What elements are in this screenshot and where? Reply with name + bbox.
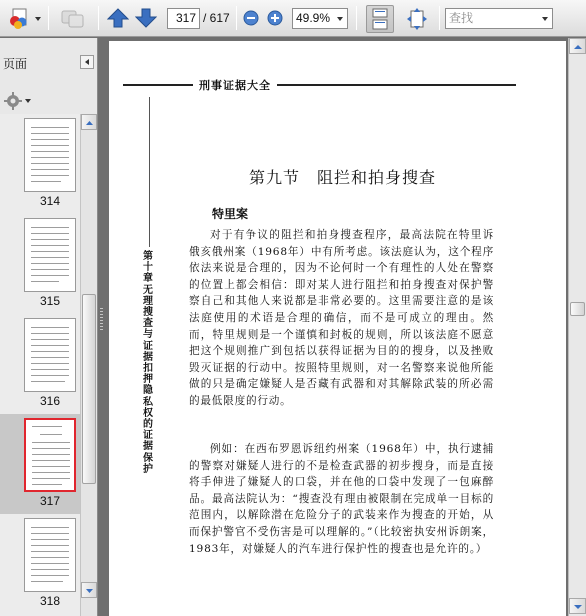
chapter-side-title: 第十章 无理搜查与证据扣押隐私权的证据保护 xyxy=(143,251,163,475)
pages-panel-title: 页面 xyxy=(3,57,28,71)
page-thumbnail-314[interactable] xyxy=(0,114,80,214)
arrow-down-icon xyxy=(135,7,157,29)
thumbnail-image xyxy=(24,218,76,292)
zoom-select[interactable] xyxy=(292,8,348,29)
chevron-down-icon xyxy=(82,584,97,598)
chevron-up-icon xyxy=(570,40,586,54)
search-dropdown-icon[interactable] xyxy=(542,17,548,21)
create-pdf-dropdown-icon[interactable] xyxy=(35,17,41,21)
thumbnail-label: 316 xyxy=(39,394,61,408)
running-head-title: 刑事证据大全 xyxy=(193,77,277,93)
previous-page-button[interactable] xyxy=(106,6,130,30)
arrow-up-icon xyxy=(107,7,129,29)
thumbnail-image xyxy=(24,418,76,492)
collapse-panel-button[interactable] xyxy=(80,55,94,69)
page-total-label: / 617 xyxy=(203,11,230,25)
running-head xyxy=(123,77,516,91)
create-pdf-button[interactable] xyxy=(6,6,32,30)
toolbar xyxy=(0,0,586,37)
body-paragraph: 对于有争议的阻拦和拍身搜查程序，最高法院在特里诉俄亥俄州案（1968年）中有所考虑。该法庭认为，这个程序依法来说是合理的，因为不论何时一个有理性的人处在警察的位置上都会相信：即对某人进行阻拦和拍身搜查对保护警察自己和其他人来说都是非常必要的。这里需要注意的是该法庭使用的术语是合理的确信，而不是可成立的理由。然而，特里规则是一个谨慎和封板的规则，所以该法庭不愿意把这个规则推广到包括以获得证据为目的的搜身，以及挫败毁灭证据的行动中。按照特里规则，对一名警察来说他所能做的只是确定嫌疑人是否藏有武器和对其解除武装的所必需的最低限度的行动。 xyxy=(189,229,494,407)
pages-panel-header xyxy=(0,52,98,74)
panel-splitter[interactable] xyxy=(98,38,106,616)
document-scrollbar[interactable] xyxy=(568,38,586,616)
pages-panel xyxy=(0,38,98,616)
thumbnail-scrollbar[interactable] xyxy=(80,114,97,616)
scroll-up-button[interactable] xyxy=(569,38,586,54)
page-thumbnail-315[interactable] xyxy=(0,214,80,314)
thumbnail-list xyxy=(0,114,80,616)
case-title: 特里案 xyxy=(212,207,249,221)
thumbnail-image xyxy=(24,318,76,392)
collaborate-icon xyxy=(59,7,87,29)
zoom-out-button[interactable] xyxy=(242,9,260,27)
scrolling-page-icon xyxy=(370,8,390,30)
page-thumbnail-318[interactable] xyxy=(0,514,80,614)
scroll-down-button[interactable] xyxy=(569,598,586,614)
zoom-dropdown-icon[interactable] xyxy=(337,17,343,21)
document-view xyxy=(106,38,566,616)
panel-options-button[interactable] xyxy=(4,92,34,110)
gear-icon xyxy=(4,92,34,110)
body-paragraph: 例如：在西布罗恩诉纽约州案（1968年）中，执行逮捕的警察对嫌疑人进行的不是检查武器的初步搜身，而是直接将手伸进了嫌疑人的口袋，并在他的口袋中发现了一包麻醉品。最高法院认为：“搜查没有理由被限制在完成单一目标的范围内，以解除潜在危险分子的武装来作为搜查的开始，从而保护警官不受伤害是可以理解的。”（比较密执安州诉朗案，1983年，对嫌疑人的汽车进行保护性的搜查也是允许的。） xyxy=(189,443,494,555)
zoom-in-icon xyxy=(267,10,283,26)
create-pdf-icon xyxy=(7,7,31,29)
scroll-thumb[interactable] xyxy=(570,302,585,316)
thumbnail-label: 317 xyxy=(39,494,61,508)
fit-page-icon xyxy=(406,8,428,30)
scroll-down-button[interactable] xyxy=(81,582,97,598)
chevron-up-icon xyxy=(82,116,97,130)
zoom-out-icon xyxy=(243,10,259,26)
thumbnail-image xyxy=(24,118,76,192)
chevron-down-icon xyxy=(570,600,586,614)
search-input[interactable] xyxy=(445,8,553,29)
scrolling-mode-button[interactable] xyxy=(366,5,394,33)
thumbnail-label: 314 xyxy=(39,194,61,208)
scroll-up-button[interactable] xyxy=(81,114,97,130)
page-thumbnail-316[interactable] xyxy=(0,314,80,414)
page-number-input[interactable]: 317 xyxy=(167,8,200,29)
document-page xyxy=(109,41,566,616)
thumbnail-image xyxy=(24,518,76,592)
thumbnail-label: 315 xyxy=(39,294,61,308)
thumbnail-label: 318 xyxy=(39,594,61,608)
running-head-rule xyxy=(123,84,516,86)
search-placeholder: 查找 xyxy=(449,11,474,25)
side-rule xyxy=(149,97,150,247)
next-page-button[interactable] xyxy=(134,6,158,30)
zoom-value: 49.9% xyxy=(296,11,331,25)
zoom-in-button[interactable] xyxy=(266,9,284,27)
scroll-thumb[interactable] xyxy=(82,294,96,484)
page-thumbnail-317[interactable] xyxy=(0,414,80,514)
section-title: 第九节 阻拦和拍身搜查 xyxy=(249,168,437,187)
fit-page-button[interactable] xyxy=(403,5,431,33)
collaborate-button[interactable] xyxy=(58,6,88,30)
